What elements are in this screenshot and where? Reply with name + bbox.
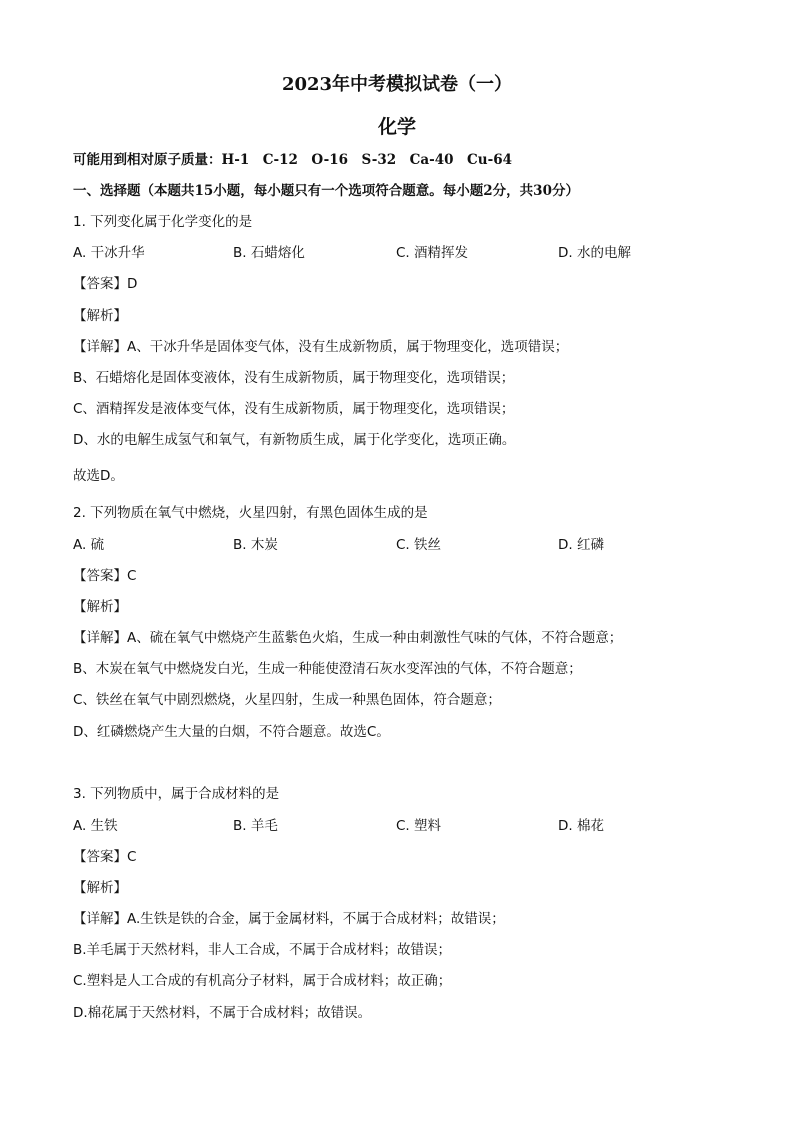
option-a: A. 硫 xyxy=(73,537,105,553)
question-1-detail-line: 故选D。 xyxy=(73,468,124,484)
subject-title: 化学 xyxy=(377,116,416,138)
question-2-detail-line: 【详解】A、硫在氧气中燃烧产生蓝紫色火焰，生成一种由刺激性气味的气体，不符合题意； xyxy=(73,630,623,646)
option-a: A. 生铁 xyxy=(73,818,118,834)
question-3-detail-line: 【详解】A.生铁是铁的合金，属于金属材料，不属于合成材料；故错误； xyxy=(73,911,505,927)
option-b: B. 石蜡熔化 xyxy=(233,245,305,261)
question-3-detail-line: D.棉花属于天然材料，不属于合成材料；故错误。 xyxy=(73,1005,372,1021)
option-a: A. 干冰升华 xyxy=(73,245,145,261)
option-d: D. 水的电解 xyxy=(558,245,631,261)
question-1-stem: 1. 下列变化属于化学变化的是 xyxy=(73,214,253,230)
option-d: D. 棉花 xyxy=(558,818,604,834)
option-b: B. 羊毛 xyxy=(233,818,278,834)
question-2-detail-line: B、木炭在氧气中燃烧发白光，生成一种能使澄清石灰水变浑浊的气体，不符合题意； xyxy=(73,661,582,677)
question-3-analysis: 【解析】 xyxy=(73,880,127,896)
question-1-answer: 【答案】D xyxy=(73,276,138,292)
question-1-detail-line: D、水的电解生成氢气和氧气，有新物质生成，属于化学变化，选项正确。 xyxy=(73,432,516,448)
question-1-options xyxy=(73,243,733,263)
question-1-analysis: 【解析】 xyxy=(73,308,127,324)
section-heading: 一、选择题（本题共15小题，每小题只有一个选项符合题意。每小题2分，共30分） xyxy=(73,183,579,199)
question-2-detail-line: C、铁丝在氧气中剧烈燃烧，火星四射，生成一种黑色固体，符合题意； xyxy=(73,692,501,708)
question-3-detail-line: C.塑料是人工合成的有机高分子材料，属于合成材料；故正确； xyxy=(73,973,452,989)
question-1-detail-line: 【详解】A、干冰升华是固体变气体，没有生成新物质，属于物理变化，选项错误； xyxy=(73,339,569,355)
exam-title: 2023年中考模拟试卷（一） xyxy=(281,74,513,95)
question-3-answer: 【答案】C xyxy=(73,849,137,865)
option-b: B. 木炭 xyxy=(233,537,278,553)
atomic-masses: 可能用到相对原子质量：H-1 C-12 O-16 S-32 Ca-40 Cu-64 xyxy=(73,152,512,168)
question-1-detail-line: C、酒精挥发是液体变气体，没有生成新物质，属于物理变化，选项错误； xyxy=(73,401,515,417)
option-c: C. 酒精挥发 xyxy=(396,245,469,261)
question-2-options xyxy=(73,535,733,555)
question-3-options xyxy=(73,816,733,836)
question-3-detail-line: B.羊毛属于天然材料，非人工合成，不属于合成材料；故错误； xyxy=(73,942,452,958)
option-c: C. 铁丝 xyxy=(396,537,442,553)
question-2-stem: 2. 下列物质在氧气中燃烧，火星四射，有黑色固体生成的是 xyxy=(73,505,428,521)
question-3-stem: 3. 下列物质中，属于合成材料的是 xyxy=(73,786,280,802)
question-1-detail-line: B、石蜡熔化是固体变液体，没有生成新物质，属于物理变化，选项错误； xyxy=(73,370,515,386)
option-c: C. 塑料 xyxy=(396,818,442,834)
question-2-detail-line: D、红磷燃烧产生大量的白烟，不符合题意。故选C。 xyxy=(73,724,390,740)
question-2-answer: 【答案】C xyxy=(73,568,137,584)
question-2-analysis: 【解析】 xyxy=(73,599,127,615)
option-d: D. 红磷 xyxy=(558,537,604,553)
